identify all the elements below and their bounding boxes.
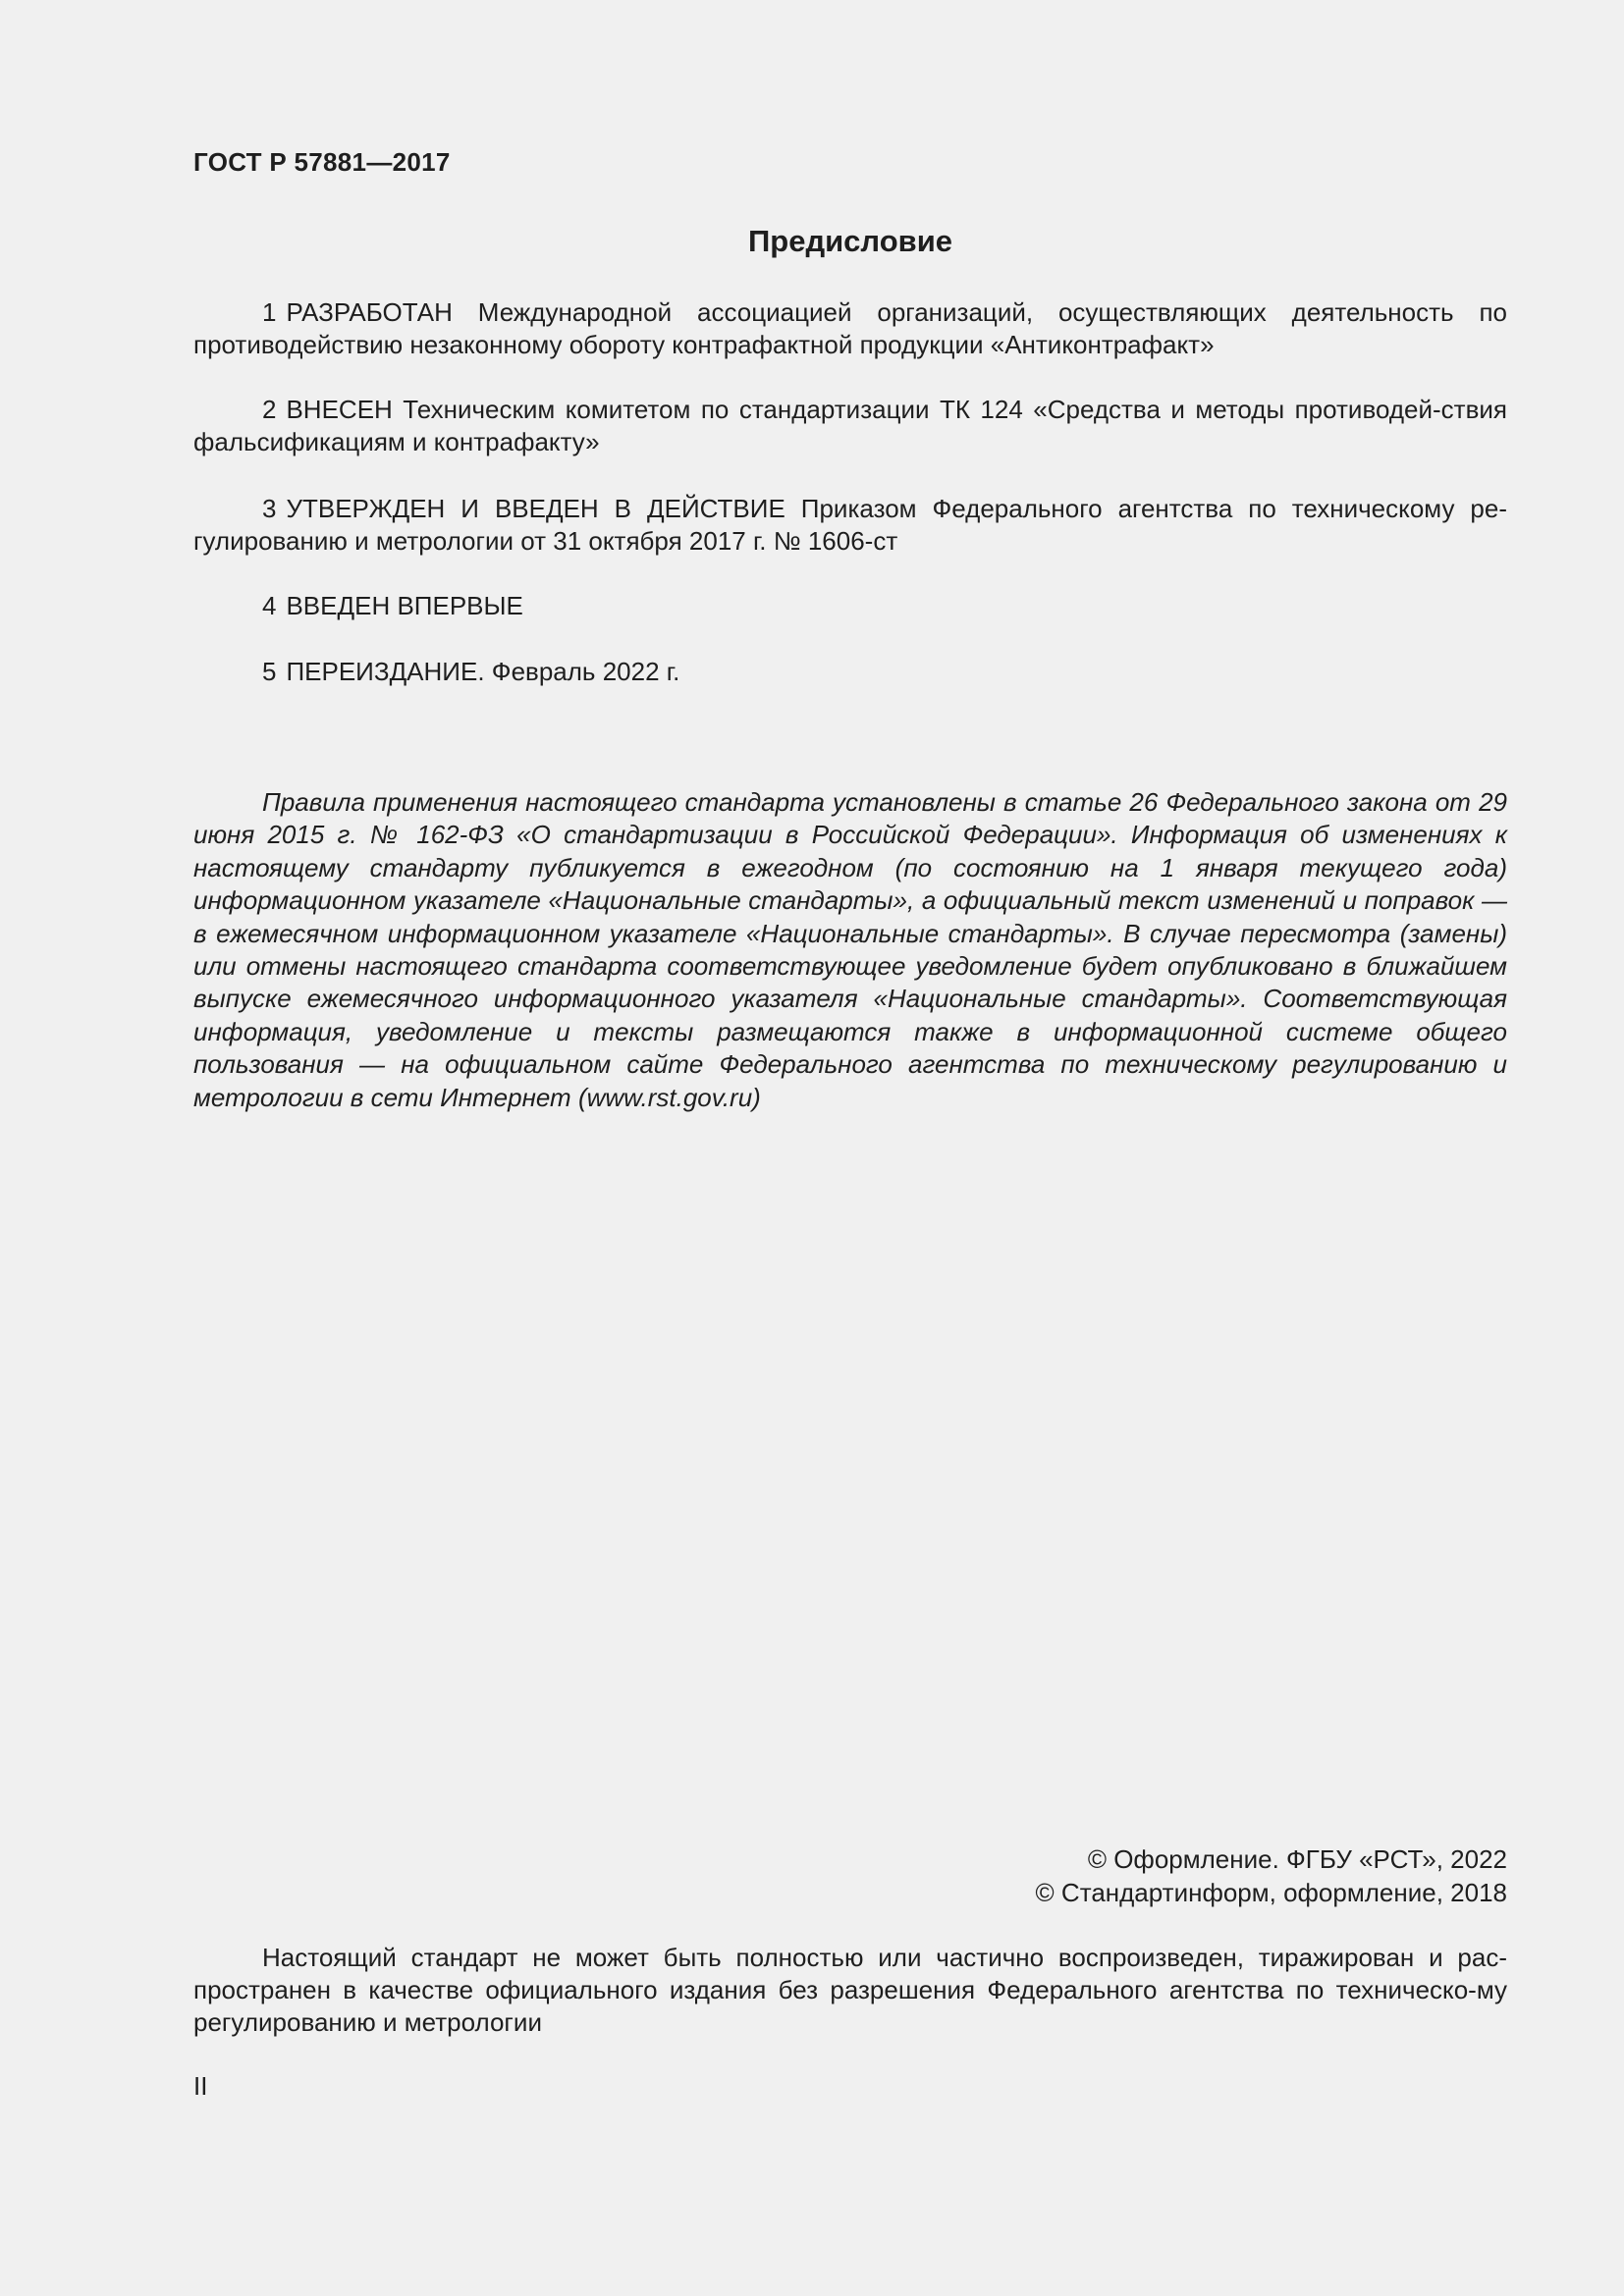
copyright-line-2: © Стандартинформ, оформление, 2018 [1035,1878,1507,1907]
document-code: ГОСТ Р 57881—2017 [193,147,451,177]
section-heading: Предисловие [747,224,952,258]
item-text: Февраль 2022 г. [491,657,680,686]
item-lead: ВВЕДЕН ВПЕРВЫЕ [286,591,523,620]
foreword-item-4 [193,590,1507,622]
application-notice: Правила применения настоящего стандарта установлены в статье 26 Федерального закона от 29 июня 2015 г. № 162-ФЗ «О стандартизации в Российской Федерации». Информация об изменениях к настоящему стандарту публикуется в ежегодном (по состоянию на 1 января текущего года) информационном указателе «Национальные стандарты», а официальный текст изменений и поправок — в ежемесячном информационном указателе «Национальные стандарты». В случае пересмотра (замены) или отмены настоящего стандарта соответствующее уведомление будет опубликовано в ближайшем выпуске ежемесячного информационного указателя «Национальные стандарты». Соответствующая информация, уведомление и тексты размещаются также в информационной системе общего пользования — на официальном сайте Федерального агентства по техническому регулированию и метрологии в сети Интернет (www.rst.gov.ru) [193,787,1507,1112]
item-lead: РАЗРАБОТАН [286,297,453,327]
item-lead: УТВЕРЖДЕН И ВВЕДЕН В ДЕЙСТВИЕ [286,494,785,523]
foreword-item-1 [193,296,1507,361]
item-number: 4 [262,591,277,620]
reproduction-notice: Настоящий стандарт не может быть полностью или частично воспроизведен, тиражирован и рас-пространен в качестве официального издания без разрешения Федерального агентства по техническо-му регулированию и метрологии [193,1943,1507,2037]
item-number: 5 [262,657,277,686]
item-text: Приказом Федерального агентства по техническому ре-гулированию и метрологии от 31 октября 2017 г. № 1606-ст [193,494,1507,556]
item-number: 1 [262,297,277,327]
foreword-item-5 [193,656,1507,688]
item-text: Техническим комитетом по стандартизации ТК 124 «Средства и методы противодей-ствия фальсификациям и контрафакту» [193,395,1507,456]
page-number: II [193,2071,208,2101]
foreword-item-3 [193,493,1507,558]
document-page [193,0,1507,2296]
item-number: 2 [262,395,277,424]
item-lead: ВНЕСЕН [286,395,393,424]
item-number: 3 [262,494,277,523]
item-text: Международной ассоциацией организаций, осуществляющих деятельность по противодействию незаконному обороту контрафактной продукции «Антиконтрафакт» [193,297,1507,359]
copyright-line-1: © Оформление. ФГБУ «РСТ», 2022 [1087,1844,1507,1874]
item-lead: ПЕРЕИЗДАНИЕ. [286,657,485,686]
foreword-item-2 [193,394,1507,458]
copyright-block [1036,1842,1507,1909]
